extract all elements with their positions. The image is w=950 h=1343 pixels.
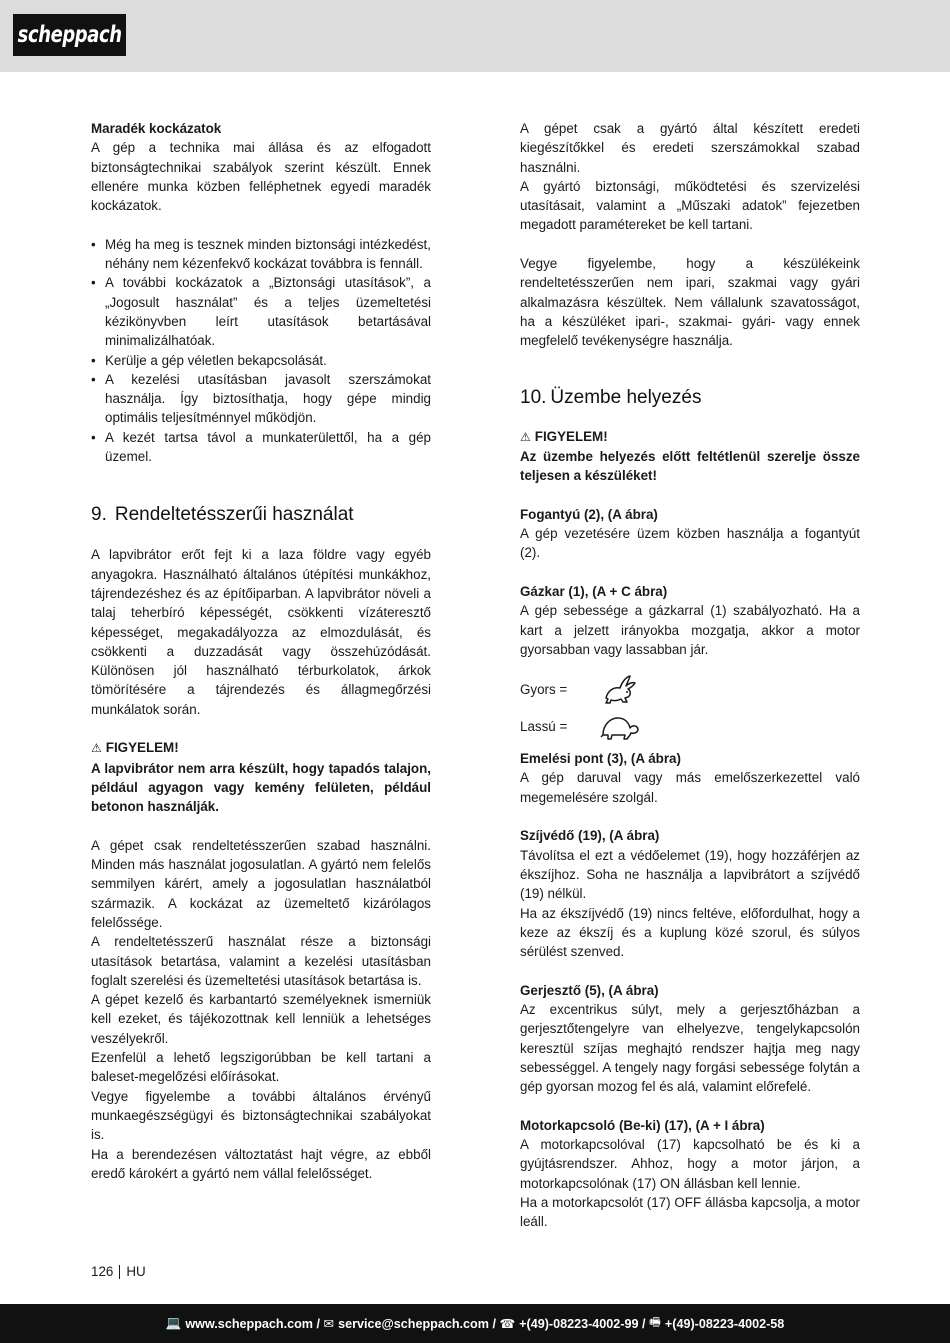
item-text: Ha a motorkapcsolót (17) OFF állásba kapcsolja, a motor leáll. <box>520 1194 860 1230</box>
phone-number: +(49)-08223-4002-99 / <box>519 1316 646 1331</box>
warning-triangle-icon: ⚠ <box>91 741 102 756</box>
contact-footer <box>0 1304 950 1343</box>
warning-text: Az üzembe helyezés előtt feltétlenül szerelje össze teljesen a készüléket! <box>520 448 860 484</box>
list-item: • A további kockázatok a „Biztonsági utasítások”, a „Jogosult használat” és a teljes üzemeltetési kézikönyvben leírt utasítások betartásával minimalizálhatóak. <box>91 273 431 350</box>
section-heading-10: 10. Üzembe helyezés <box>520 386 702 408</box>
item-title: Szíjvédő (19), (A ábra) <box>520 828 660 844</box>
right-column <box>520 119 860 1232</box>
paragraph: A gyártó biztonsági, működtetési és szervizelési utasításait, valamint a „Műszaki adatok” fejezetben megadott paramétereket be kell tartani. <box>520 178 860 233</box>
list-item: • A kezelési utasításban javasolt szerszámokat használja. Így biztosíthatja, hogy gépe mindig optimális teljesítménnyel működjön. <box>91 370 431 428</box>
list-item: • Kerülje a gép véletlen bekapcsolását. <box>91 351 431 370</box>
item-text: A gép sebessége a gázkarral (1) szabályozható. Ha a kart a jelzett irányokba mozgatja, akkor a motor gyorsabban vagy lassabban jár. <box>520 603 860 657</box>
warning-triangle-icon: ⚠ <box>520 429 531 444</box>
paragraph: A rendeltetésszerű használat része a biztonsági utasítások betartása, valamint a kezelési utasításban foglalt szerelési és üzemeltetési utasítások betartása is. <box>91 934 431 988</box>
website-link[interactable]: www.scheppach.com / <box>185 1316 320 1331</box>
scheppach-logo: scheppach <box>13 14 126 56</box>
email-link[interactable]: service@scheppach.com / <box>338 1316 496 1331</box>
item-title: Gázkar (1), (A + C ábra) <box>520 583 668 599</box>
page-number: 126 HU <box>91 1264 146 1279</box>
residual-risks-text: A gép a technika mai állása és az elfogadott biztonságtechnikai szabályok szerint készült. Ennek ellenére munka közben felléphetnek egyedi maradék kockázatok. <box>91 140 431 214</box>
section-heading-9: 9. Rendeltetésszerűi használat <box>91 504 354 526</box>
item-title: Motorkapcsoló (Be-ki) (17), (A + I ábra) <box>520 1117 765 1133</box>
item-title: Gerjesztő (5), (A ábra) <box>520 982 659 998</box>
paragraph: A gépet csak a gyártó által készített eredeti kiegészítőkkel és eredeti szerszámokkal szabad használni. <box>520 121 860 175</box>
residual-risks-list <box>91 235 431 467</box>
paragraph: Ezenfelül a lehető legszigorúbban be kell tartani a baleset-megelőzési előírásokat. <box>91 1050 431 1085</box>
warning-heading: ⚠ FIGYELEM! <box>91 738 431 758</box>
warning-heading: ⚠ FIGYELEM! <box>520 427 860 447</box>
list-item: • A kezét tartsa távol a munkaterülettől, ha a gép üzemel. <box>91 428 431 467</box>
item-text: A motorkapcsolóval (17) kapcsolható be és ki a gyújtásrendszer. Ahhoz, hogy a motor járjon, a motorkapcsolónak (17) ON állásban kell lennie. <box>520 1137 860 1191</box>
item-title: Fogantyú (2), (A ábra) <box>520 506 658 522</box>
residual-risks-title: Maradék kockázatok <box>91 121 222 136</box>
computer-icon: 💻 <box>165 1316 182 1330</box>
paragraph: A gépet csak rendeltetésszerűen szabad használni. Minden más használat jogosulatlan. A gyártó nem felelős semmilyen kárért, amely a jogosulatlan használatból származik. A kockázat az üzemeltető kizárólagos felelőssége. <box>91 837 431 930</box>
turtle-icon <box>600 713 640 741</box>
rabbit-icon <box>600 674 640 706</box>
mail-icon: ✉ <box>323 1317 335 1331</box>
phone-icon: ☎ <box>499 1317 516 1331</box>
warning-text: A lapvibrátor nem arra készült, hogy tapadós talajon, például agyagon vagy kemény felületen, például betonon használják. <box>91 760 431 815</box>
item-text: A gép daruval vagy más emelőszerkezettel való megemelésére szolgál. <box>520 770 860 805</box>
page-header <box>0 0 950 72</box>
speed-fast-row <box>520 671 860 708</box>
paragraph: Vegye figyelembe, hogy a készülékeink rendeltetésszerűen nem ipari, szakmai vagy gyári alkalmazásra készültek. Nem vállalunk szavatosságot, ha a készüléket ipari-, szakmai- gyári- vagy ennek megfelelő tevékenységre használja. <box>520 256 860 349</box>
item-text: Az excentrikus súlyt, mely a gerjesztőházban a gerjesztőtengelyre van elhelyezve, tengelykapcsolón keresztül szíjas meghajtó rendszer hajtja meg nagy sebességgel. A tengely nagy forgási sebessége folytán a gép gyorsan mozog fel és alá, valamint előrefelé. <box>520 1001 860 1095</box>
speed-slow-label: Lassú = <box>520 718 568 734</box>
speed-slow-row <box>520 708 860 745</box>
fax-icon: 🖷 <box>649 1315 661 1329</box>
item-text: Ha az ékszíjvédő (19) nincs feltéve, előfordulhat, hogy a keze az ékszíj és a kuplung közé szorul, és súlyos sérülést szenved. <box>520 905 860 960</box>
item-text: A gép vezetésére üzem közben használja a fogantyút (2). <box>520 526 860 561</box>
speed-fast-label: Gyors = <box>520 681 568 697</box>
paragraph: Vegye figyelembe a további általános érvényű munkaegészségügyi és biztonságtechnikai szabályokat is. <box>91 1088 431 1143</box>
list-item: • Még ha meg is tesznek minden biztonsági intézkedést, néhány nem kézenfekvő kockázat továbbra is fennáll. <box>91 235 431 274</box>
paragraph: Ha a berendezésen változtatást hajt végre, az ebből eredő károkért a gyártó nem vállal felelősséget. <box>91 1146 431 1181</box>
fax-number: +(49)-08223-4002-58 <box>664 1316 785 1331</box>
intended-use-text: A lapvibrátor erőt fejt ki a laza földre vagy egyéb anyagokra. Használható általános útépítési munkákhoz, tájrendezéshez és az építőiparban. A lapvibrátor növeli a talaj teherbíró képességét, csökkenti vízáteresztő képességet, megakadályozza az elmozdulását, és csökkenti a duzzadását vagy összehúzódását. Különösen jól használható térburkolatok, árkok tömörítésére a tájrendezés és állagmegőrzési munkálatok során. <box>91 547 431 717</box>
item-text: Távolítsa el ezt a védőelemet (19), hogy hozzáférjen az ékszíjhoz. Soha ne használja a lapvibrátort a szíjvédő (19) nélkül. <box>520 847 860 902</box>
left-column <box>91 119 431 1183</box>
paragraph: A gépet kezelő és karbantartó személyeknek ismerniük kell ezeket, és tájékozottnak kell lenniük a lehetséges veszélyekről. <box>91 992 431 1046</box>
item-title: Emelési pont (3), (A ábra) <box>520 751 681 767</box>
